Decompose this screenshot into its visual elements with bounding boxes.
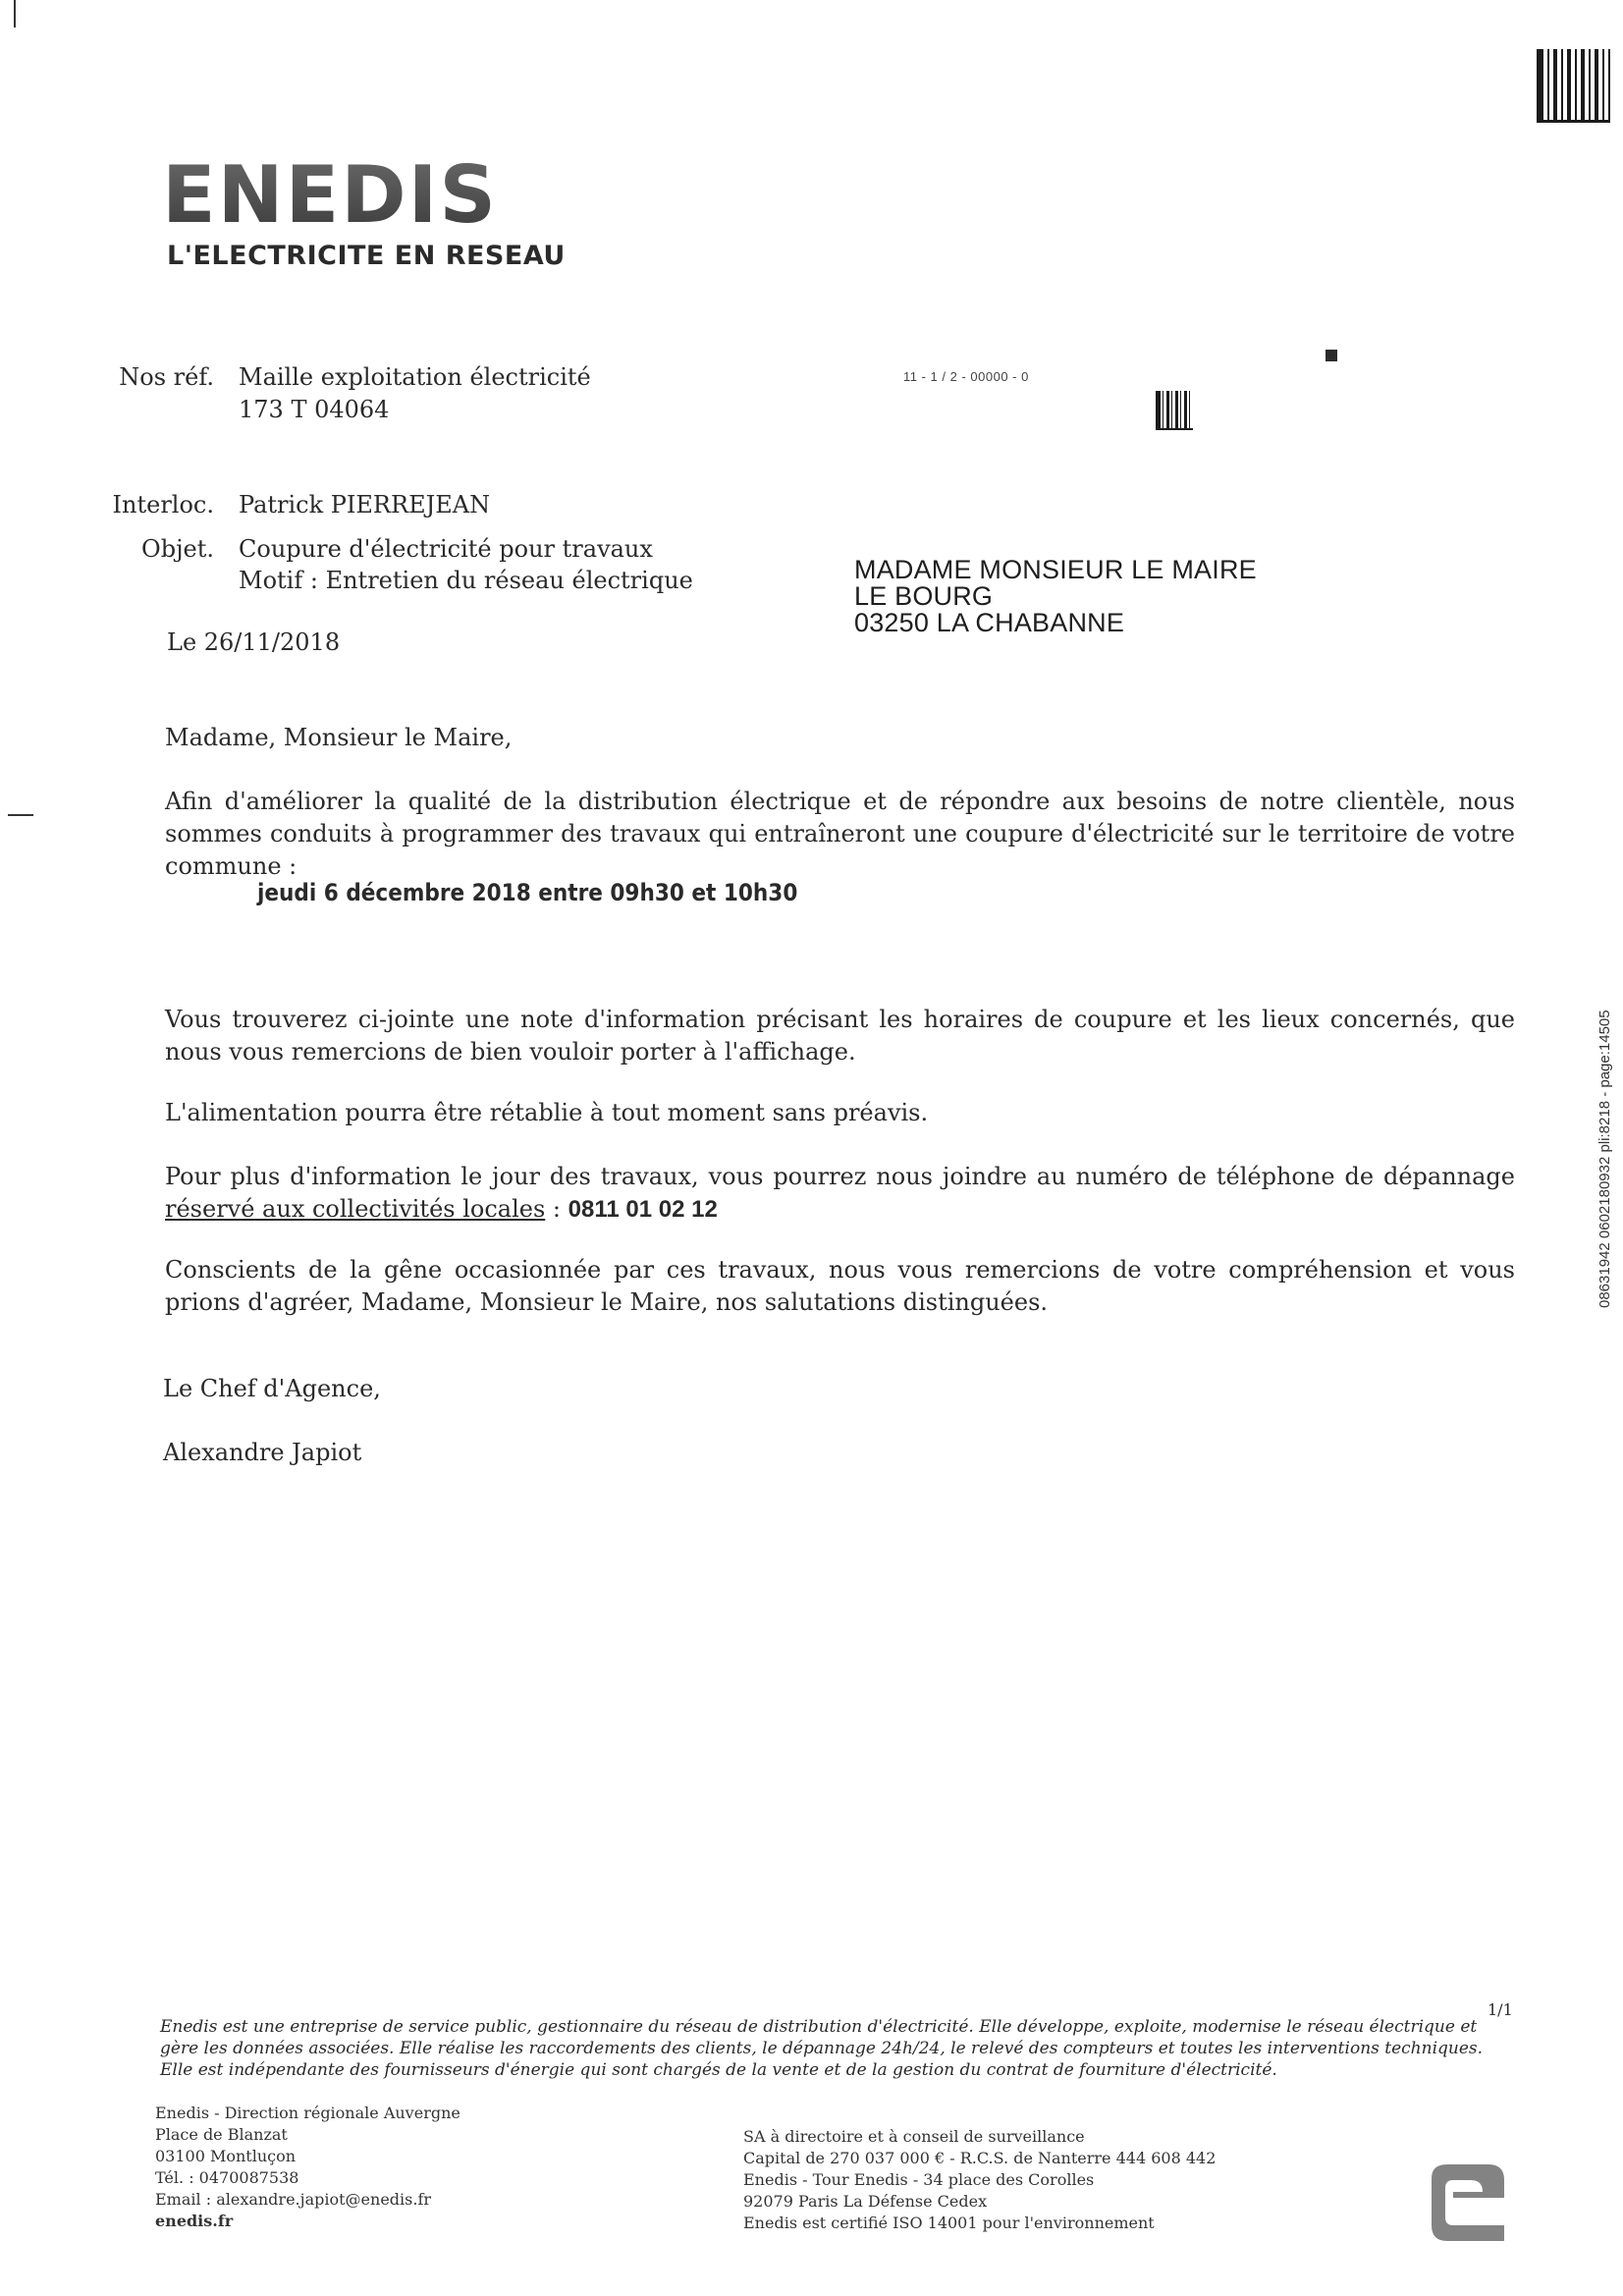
footer-legal-line1: SA à directoire et à conseil de surveillance xyxy=(743,2127,1085,2146)
enedis-logo xyxy=(162,157,515,230)
footer-disclaimer: Enedis est une entreprise de service public, gestionnaire du réseau de distribution d'électricité. Elle développe, exploite, modernise le réseau électrique et gère les données associées. Elle réalise les raccordements des clients, le dépannage 24h/24, le relevé des compteurs et toutes les interventions techniques. Elle est indépendante des fournisseurs d'énergie qui sont chargés de la vente et de la gestion du contrat de fourniture d'électricité. xyxy=(160,2017,1484,2080)
footer-phone: Tél. : 0470087538 xyxy=(155,2168,299,2187)
footer-contact xyxy=(155,2103,460,2232)
recipient-line3: 03250 LA CHABANNE xyxy=(854,608,1125,637)
paragraph-intro: Afin d'améliorer la qualité de la distribution électrique et de répondre aux besoins de notre clientèle, nous sommes conduits à programmer des travaux qui entraîneront une coupure d'électricité sur le territoire de votre commune : xyxy=(165,788,1515,880)
interloc-label: Interloc. xyxy=(112,491,214,519)
side-tracking-code: 08631942 0602180932 pli:8218 - page:14505 xyxy=(1596,1010,1613,1308)
datamatrix-barcode-large xyxy=(1537,49,1610,123)
paragraph-contact xyxy=(165,1161,1515,1226)
outage-datetime: jeudi 6 décembre 2018 entre 09h30 et 10h30 xyxy=(257,879,798,906)
footer-legal-line3: Enedis - Tour Enedis - 34 place des Corolles xyxy=(743,2170,1095,2189)
footer-legal xyxy=(743,2126,1216,2234)
footer-website: enedis.fr xyxy=(155,2212,234,2230)
reserved-line-text: réservé aux collectivités locales xyxy=(165,1195,546,1223)
document-code: 11 - 1 / 2 - 00000 - 0 xyxy=(903,369,1029,384)
paragraph-closing: Conscients de la gêne occasionnée par ces travaux, nous vous remercions de votre compréhension et vous prions d'agréer, Madame, Monsieur le Maire, nos salutations distinguées. xyxy=(165,1256,1515,1316)
paragraph-attachment: Vous trouverez ci-jointe une note d'information précisant les horaires de coupure et les lieux concernés, que nous vous remercions de bien vouloir porter à l'affichage. xyxy=(165,1006,1515,1066)
signature-name: Alexandre Japiot xyxy=(163,1439,362,1466)
footer-address: Place de Blanzat xyxy=(155,2125,288,2144)
objet-label: Objet. xyxy=(141,535,214,563)
contact-separator: : xyxy=(545,1195,568,1223)
signature-title: Le Chef d'Agence, xyxy=(163,1375,381,1402)
footer-email: Email : alexandre.japiot@enedis.fr xyxy=(155,2190,432,2209)
ref-line1: Maille exploitation électricité xyxy=(239,363,591,391)
footer-direction: Enedis - Direction régionale Auvergne xyxy=(155,2104,460,2122)
paragraph-restore: L'alimentation pourra être rétablie à tout moment sans préavis. xyxy=(165,1099,929,1126)
recipient-line2: LE BOURG xyxy=(854,581,994,611)
ref-line2: 173 T 04064 xyxy=(239,396,390,423)
letter-date: Le 26/11/2018 xyxy=(167,629,341,656)
enedis-mark-icon xyxy=(1424,2159,1512,2247)
recipient-line1: MADAME MONSIEUR LE MAIRE xyxy=(854,555,1257,584)
footer-city: 03100 Montluçon xyxy=(155,2147,297,2165)
page-number: 1/1 xyxy=(1488,2000,1513,2019)
phone-number: 0811 01 02 12 xyxy=(568,1196,718,1223)
scan-mark-left xyxy=(8,814,33,816)
footer-legal-line5: Enedis est certifié ISO 14001 pour l'environnement xyxy=(743,2214,1155,2232)
ref-label: Nos réf. xyxy=(119,363,214,391)
footer-legal-line4: 92079 Paris La Défense Cedex xyxy=(743,2192,988,2211)
registration-mark xyxy=(1325,350,1337,361)
objet-line2: Motif : Entretien du réseau électrique xyxy=(239,567,693,594)
scan-mark-top xyxy=(14,0,16,27)
objet-line1: Coupure d'électricité pour travaux xyxy=(239,535,653,563)
logo-wordmark: ENEDIS xyxy=(162,157,499,230)
interloc-value: Patrick PIERREJEAN xyxy=(239,491,491,519)
contact-text: Pour plus d'information le jour des travaux, vous pourrez nous joindre au numéro de téléphone de dépannage xyxy=(165,1163,1515,1190)
salutation: Madame, Monsieur le Maire, xyxy=(165,724,513,751)
logo-tagline: L'ELECTRICITE EN RESEAU xyxy=(167,241,566,271)
datamatrix-barcode-small xyxy=(1156,391,1193,430)
footer-legal-line2: Capital de 270 037 000 € - R.C.S. de Nanterre 444 608 442 xyxy=(743,2149,1217,2167)
